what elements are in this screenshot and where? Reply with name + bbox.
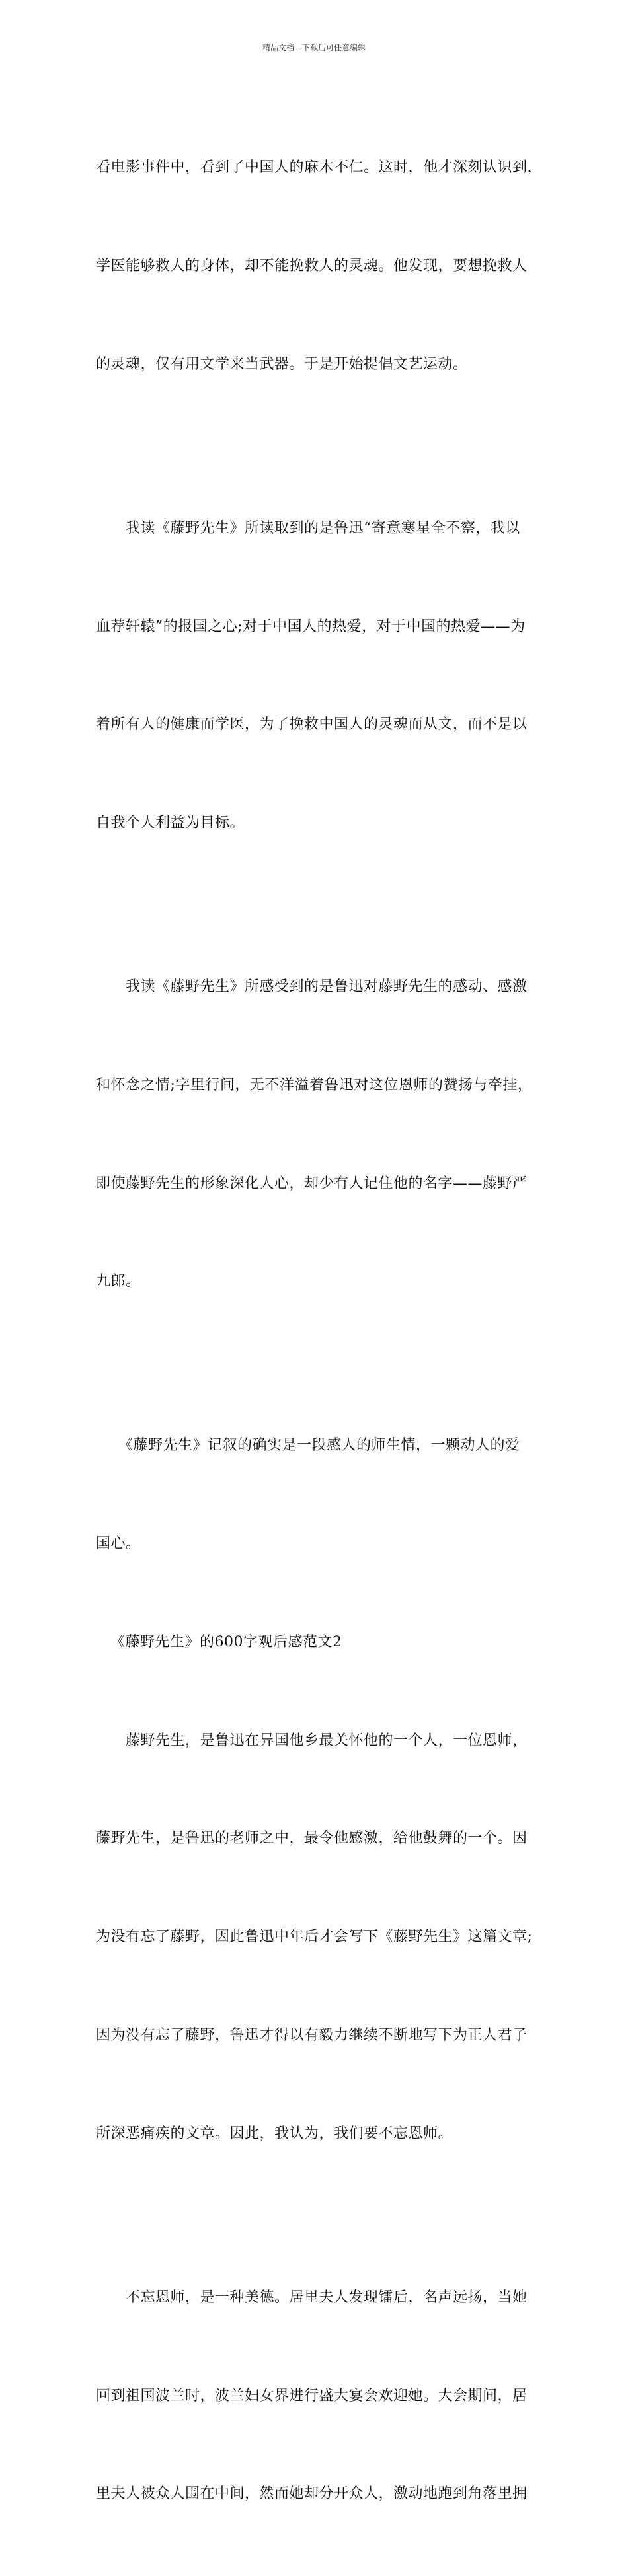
paragraph-6: [96, 2216, 545, 2576]
text-line: 九郎。: [96, 1273, 141, 1290]
text-line: 回到祖国波兰时，波兰妇女界进行盛大宴会欢迎她。大会期间，居: [96, 2387, 528, 2404]
text-line: 藤野先生，是鲁迅在异国他乡最关怀他的一个人，一位恩师，: [96, 1732, 528, 1749]
paragraph-1: [96, 86, 545, 447]
text-line: 不忘恩师，是一种美德。居里夫人发现镭后，名声远扬，当她: [96, 2289, 528, 2306]
text-line: 即使藤野先生的形象深化人心，却少有人记住他的名字——藤野严: [96, 1175, 528, 1192]
text-line: 国心。: [96, 1535, 141, 1553]
text-line: 里夫人被众人围在中间，然而她却分开众人，激动地跑到角落里拥: [96, 2485, 528, 2503]
paragraph-2: [96, 447, 545, 905]
text-line: 自我个人利益为目标。: [96, 815, 245, 832]
text-line: 看电影事件中，看到了中国人的麻木不仁。这时，他才深刻认识到，: [96, 159, 543, 176]
text-line: 所深恶痛疾的文章。因此，我认为，我们要不忘恩师。: [96, 2125, 453, 2142]
page-header: 精品文档---下载后可任意编辑: [262, 43, 366, 52]
text-line: 因为没有忘了藤野，鲁迅才得以有毅力继续不断地写下为正人君子: [96, 2027, 528, 2044]
text-line: 藤野先生，是鲁迅的老师之中，最令他感激，给他鼓舞的一个。因: [96, 1830, 528, 1847]
paragraph-4: [96, 1364, 545, 1626]
text-line: 的灵魂，仅有用文学来当武器。于是开始提倡文艺运动。: [96, 355, 468, 373]
section-heading: [96, 1626, 545, 1659]
paragraph-5: [96, 1659, 545, 2216]
section-heading-text: 《藤野先生》的600字观后感范文2: [110, 1633, 342, 1650]
text-line: 和怀念之情;字里行间，无不洋溢着鲁迅对这位恩师的赞扬与牵挂，: [96, 1076, 533, 1093]
paragraph-3: [96, 905, 545, 1364]
text-line: 学医能够救人的身体，却不能挽救人的灵魂。他发现，要想挽救人: [96, 257, 528, 274]
text-line: 《藤野先生》记叙的确实是一段感人的师生情，一颗动人的爱: [96, 1437, 520, 1454]
text-line: 我读《藤野先生》所感受到的是鲁迅对藤野先生的感动、感激: [96, 978, 528, 996]
text-line: 我读《藤野先生》所读取到的是鲁迅“寄意寒星全不察，我以: [96, 519, 520, 536]
text-line: 血荐轩辕”的报国之心;对于中国人的热爱，对于中国的热爱——为: [96, 618, 526, 635]
text-line: 着所有人的健康而学医，为了挽救中国人的灵魂而从文，而不是以: [96, 716, 528, 733]
text-line: 为没有忘了藤野，因此鲁迅中年后才会写下《藤野先生》这篇文章;: [96, 1929, 533, 1946]
document-body: [96, 86, 545, 2576]
